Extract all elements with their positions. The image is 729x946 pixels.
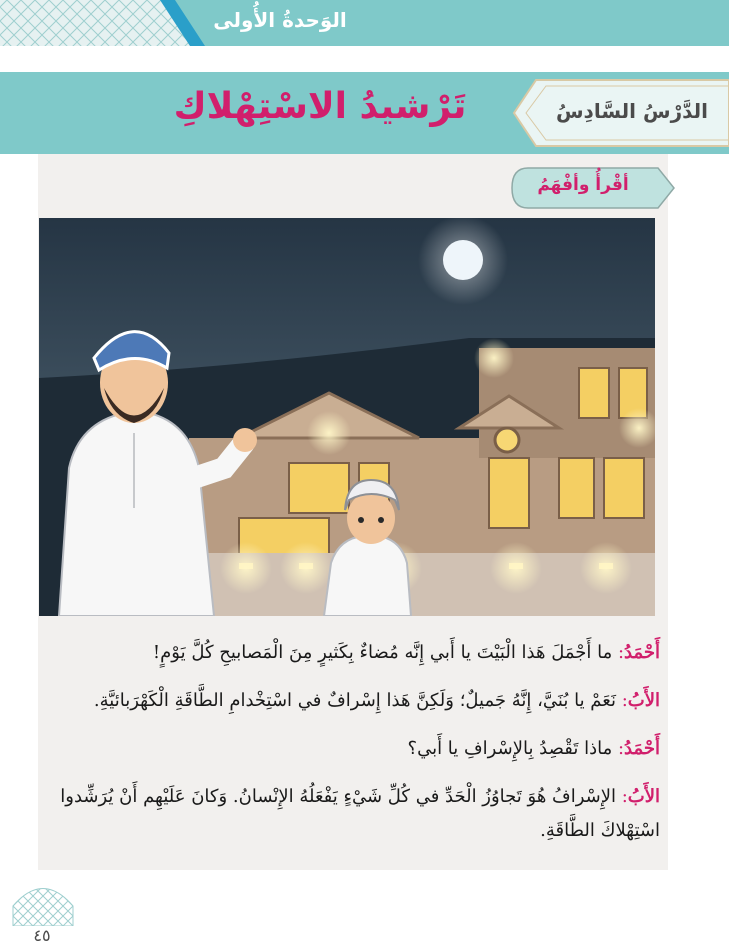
- lattice-ornament-icon: [8, 876, 78, 926]
- moon-icon: [443, 240, 483, 280]
- page-number: ٤٥: [33, 926, 51, 945]
- speaker-name: الأَبُ: [627, 690, 660, 711]
- illustration: [39, 218, 655, 616]
- section-tag: [508, 164, 678, 212]
- lesson-number-badge: [506, 72, 729, 154]
- dialogue-text: ماذا تَقْصِدُ بِالإِسْرافِ يا أَبي؟: [407, 738, 613, 759]
- dialogue-line: أَحْمَدُ: ما أَجْمَلَ هَذا الْبَيْتَ يا أَبي إِنَّه مُضاءٌ بِكَثيرٍ مِنَ الْمَصابيحِ كُلَّ يَوْمٍ!: [152, 642, 660, 663]
- unit-banner: [0, 0, 729, 46]
- dialogue-text: الإِسْرافُ هُوَ تَجاوُزُ الْحَدِّ في كُلِّ شَيْءٍ يَفْعَلُهُ الإِنْسانُ. وَكانَ عَلَيْهِم أَنْ يُرَشِّدوا اسْتِهْلاكَ الطَّاقَةِ.: [60, 786, 660, 841]
- lesson-number: الدَّرْسُ السَّادِسُ: [555, 99, 709, 123]
- section-label: أقْرأُ وأفْهَمُ: [537, 175, 629, 195]
- speaker-name: أَحْمَدُ: [624, 642, 660, 663]
- dialogue-line: أَحْمَدُ: ماذا تَقْصِدُ بِالإِسْرافِ يا أَبي؟: [407, 738, 660, 759]
- dialogue: [50, 636, 660, 862]
- lesson-title: تَرْشيدُ الاسْتِهْلاكِ: [173, 86, 467, 127]
- unit-title: الوَحدةُ الأُولى: [213, 8, 347, 32]
- dialogue-line: الأَبُ: الإِسْرافُ هُوَ تَجاوُزُ الْحَدِّ في كُلِّ شَيْءٍ يَفْعَلُهُ الإِنْسانُ. وَكانَ عَلَيْهِم أَنْ يُرَشِّدوا اسْتِهْلاكَ الطَّاقَةِ.: [60, 786, 660, 841]
- dialogue-text: ما أَجْمَلَ هَذا الْبَيْتَ يا أَبي إِنَّه مُضاءٌ بِكَثيرٍ مِنَ الْمَصابيحِ كُلَّ يَوْمٍ!: [152, 642, 613, 663]
- dialogue-text: نَعَمْ يا بُنَيَّ، إِنَّهُ جَميلٌ؛ وَلَكِنَّ هَذا إِسْرافٌ في اسْتِخْدامِ الطَّاقَةِ الْكَهْرَبائيَّةِ.: [93, 690, 616, 711]
- speaker-name: أَحْمَدُ: [624, 738, 660, 759]
- unit-banner-shape: [0, 0, 729, 46]
- dialogue-line: الأَبُ: نَعَمْ يا بُنَيَّ، إِنَّهُ جَميلٌ؛ وَلَكِنَّ هَذا إِسْرافٌ في اسْتِخْدامِ الطَّاقَةِ الْكَهْرَبائيَّةِ.: [93, 690, 660, 711]
- lesson-banner: [0, 72, 729, 154]
- speaker-name: الأَبُ: [627, 786, 660, 807]
